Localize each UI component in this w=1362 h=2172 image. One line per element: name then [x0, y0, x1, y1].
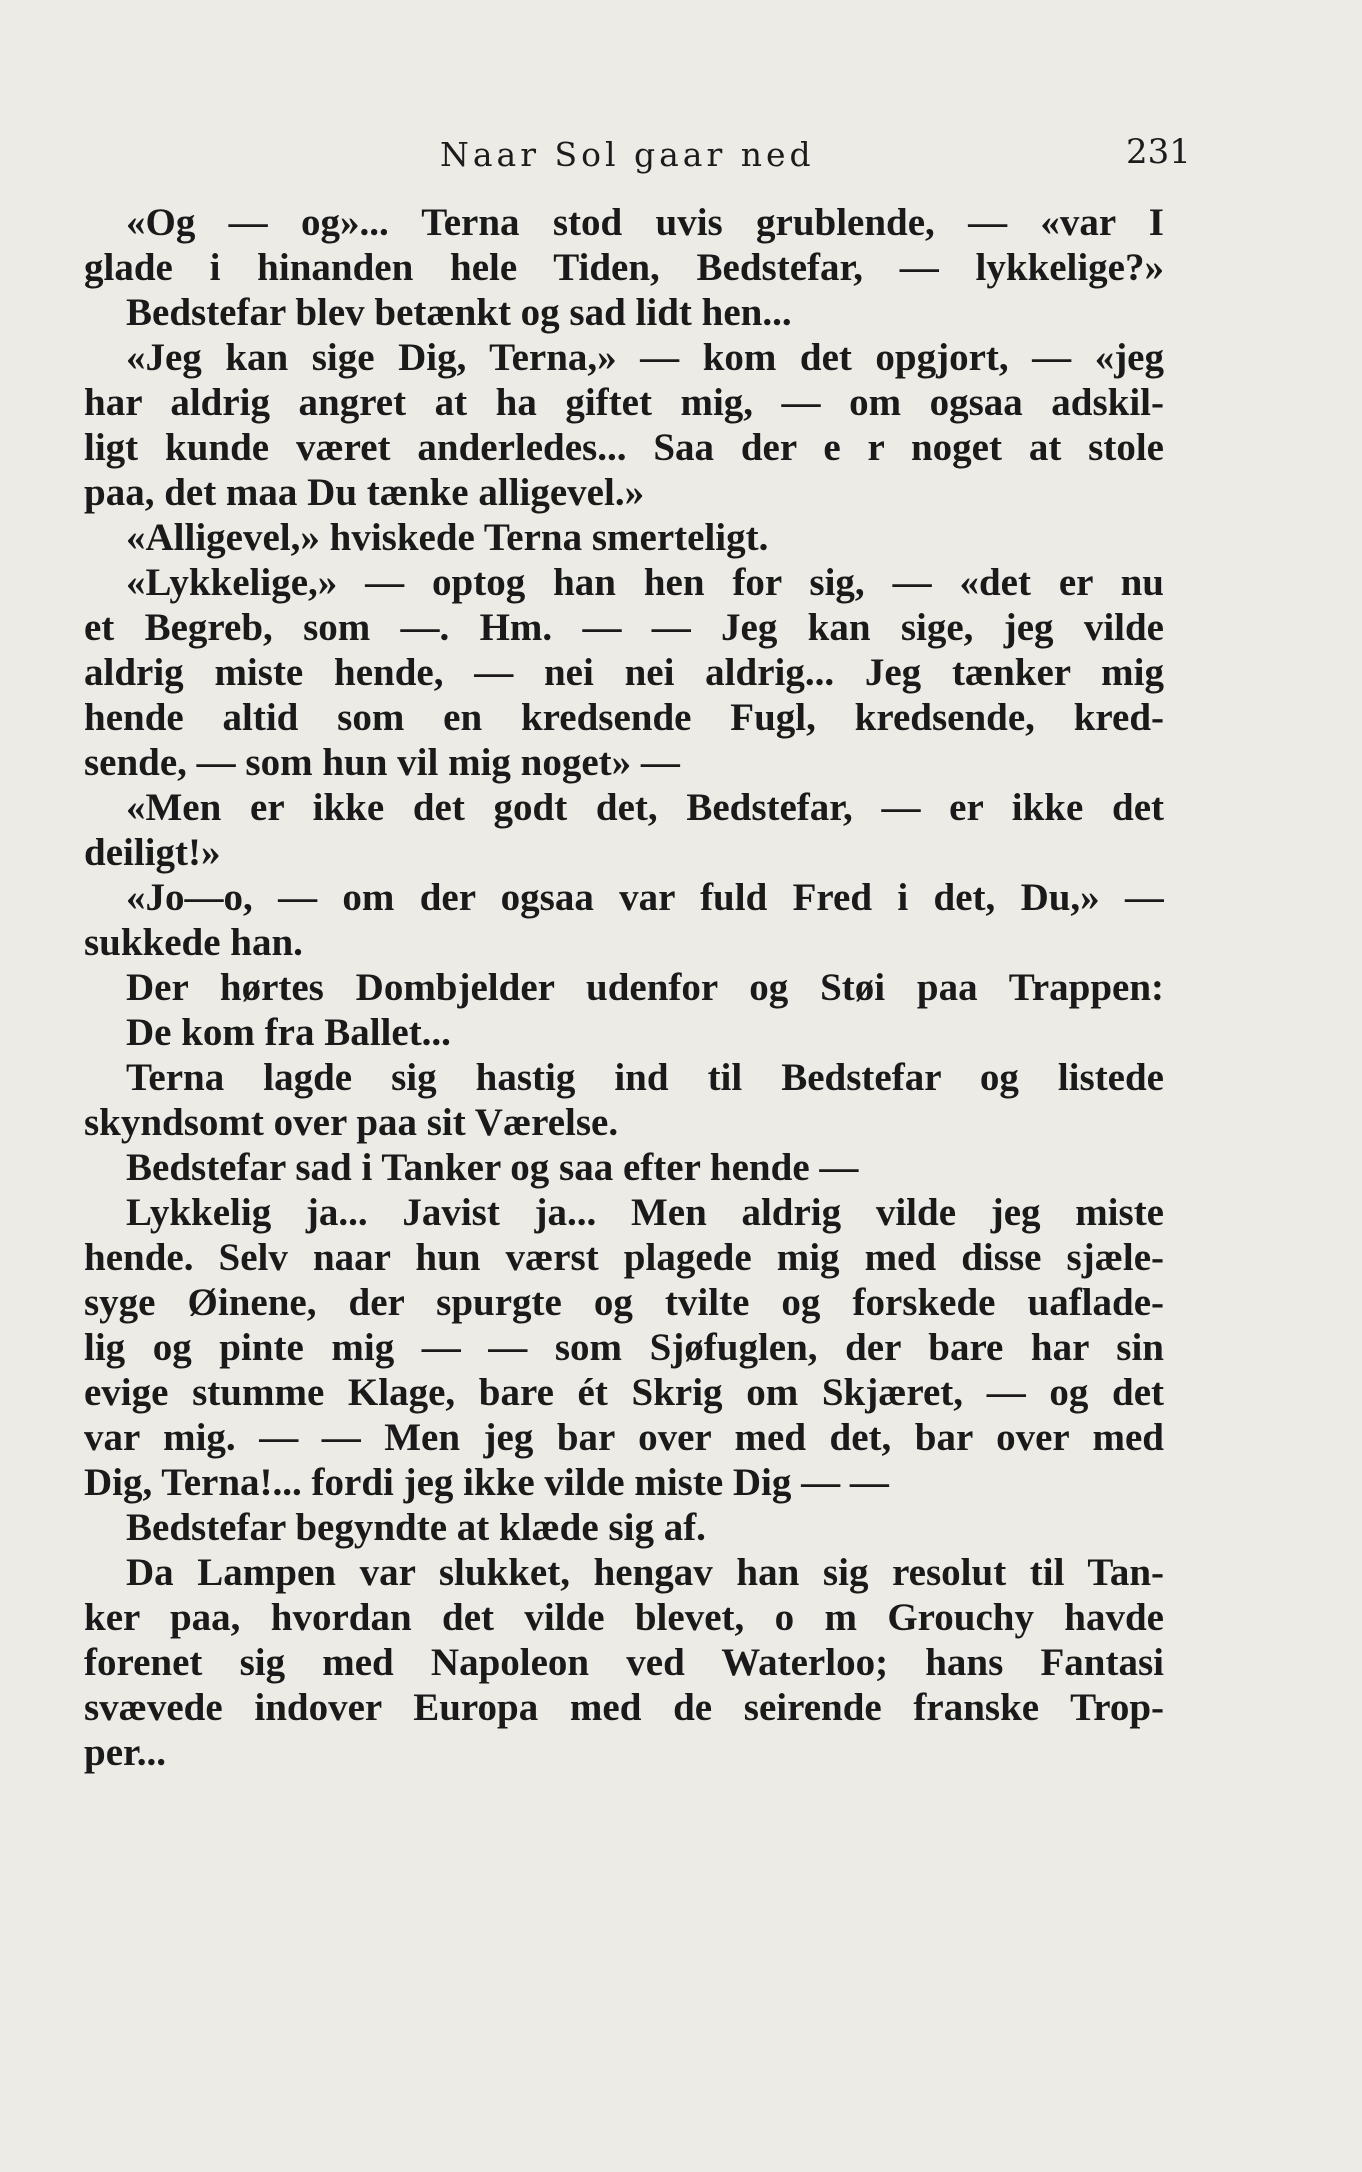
- text-line: aldrig miste hende, — nei nei aldrig... Jeg tænker mig: [84, 651, 1164, 694]
- text-line: per...: [84, 1731, 166, 1774]
- text-line: «Og — og»... Terna stod uvis grublende, — «var I: [126, 201, 1164, 244]
- text-line: Da Lampen var slukket, hengav han sig resolut til Tan-: [126, 1551, 1164, 1594]
- text-line: «Jeg kan sige Dig, Terna,» — kom det opgjort, — «jeg: [126, 336, 1164, 379]
- text-line: har aldrig angret at ha giftet mig, — om ogsaa adskil-: [84, 381, 1164, 424]
- text-line: Dig, Terna!... fordi jeg ikke vilde miste Dig — —: [84, 1461, 889, 1504]
- body-text: [84, 200, 1164, 1775]
- text-line: «Jo—o, — om der ogsaa var fuld Fred i det, Du,» —: [126, 876, 1164, 919]
- text-line: syge Øinene, der spurgte og tvilte og forskede uaflade-: [84, 1281, 1164, 1324]
- text-line: lig og pinte mig — — som Sjøfuglen, der bare har sin: [84, 1326, 1164, 1369]
- text-line: Bedstefar sad i Tanker og saa efter hende —: [126, 1146, 859, 1189]
- text-line: «Alligevel,» hviskede Terna smerteligt.: [126, 516, 769, 559]
- text-line: ligt kunde været anderledes... Saa der e r noget at stole: [84, 426, 1164, 469]
- text-line: De kom fra Ballet...: [126, 1011, 451, 1054]
- text-line: sukkede han.: [84, 921, 303, 964]
- text-line: hende. Selv naar hun værst plagede mig med disse sjæle-: [84, 1236, 1164, 1279]
- text-line: ker paa, hvordan det vilde blevet, o m Grouchy havde: [84, 1596, 1164, 1639]
- text-line: Der hørtes Dombjelder udenfor og Støi paa Trappen:: [126, 966, 1164, 1009]
- text-line: «Men er ikke det godt det, Bedstefar, — er ikke det: [126, 786, 1164, 829]
- text-line: evige stumme Klage, bare ét Skrig om Skjæret, — og det: [84, 1371, 1164, 1414]
- text-line: glade i hinanden hele Tiden, Bedstefar, — lykkelige?»: [84, 246, 1164, 289]
- text-line: Terna lagde sig hastig ind til Bedstefar og listede: [126, 1056, 1164, 1099]
- text-line: Bedstefar begyndte at klæde sig af.: [126, 1506, 706, 1549]
- text-line: deiligt!»: [84, 831, 221, 874]
- text-line: Lykkelig ja... Javist ja... Men aldrig vilde jeg miste: [126, 1191, 1164, 1234]
- text-line: var mig. — — Men jeg bar over med det, bar over med: [84, 1416, 1164, 1459]
- text-line: hende altid som en kredsende Fugl, kredsende, kred-: [84, 696, 1164, 739]
- text-line: «Lykkelige,» — optog han hen for sig, — «det er nu: [126, 561, 1164, 604]
- text-line: et Begreb, som —. Hm. — — Jeg kan sige, jeg vilde: [84, 606, 1164, 649]
- text-line: skyndsomt over paa sit Værelse.: [84, 1101, 619, 1144]
- text-line: Bedstefar blev betænkt og sad lidt hen...: [126, 291, 792, 334]
- page-number: 231: [1126, 132, 1191, 172]
- text-line: paa, det maa Du tænke alligevel.»: [84, 471, 645, 514]
- text-line: forenet sig med Napoleon ved Waterloo; hans Fantasi: [84, 1641, 1164, 1684]
- text-line: sende, — som hun vil mig noget» —: [84, 741, 680, 784]
- text-line: svævede indover Europa med de seirende franske Trop-: [84, 1686, 1164, 1729]
- running-title: Naar Sol gaar ned: [440, 135, 815, 174]
